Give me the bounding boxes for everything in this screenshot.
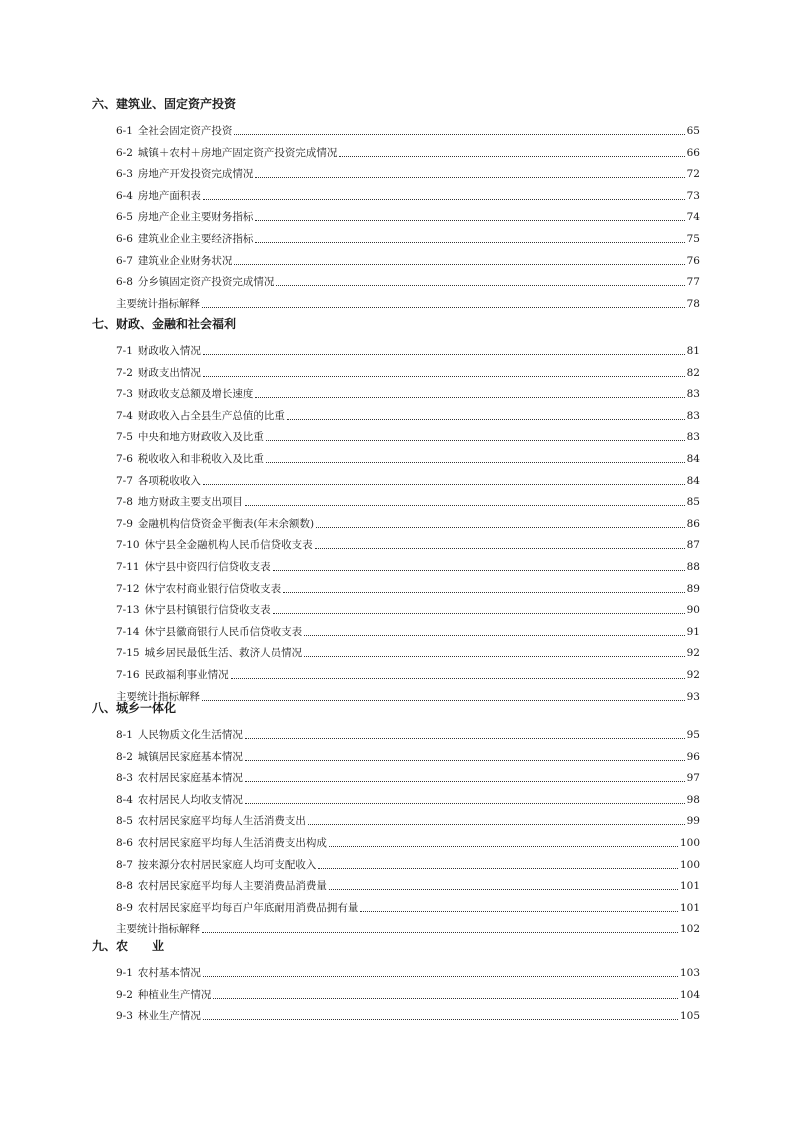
toc-entry[interactable] — [116, 386, 700, 402]
toc-entry-number: 7-5 — [116, 431, 133, 444]
dot-leader — [245, 504, 685, 506]
section-title: 八、城乡一体化 — [92, 701, 177, 715]
toc-entry-page-number: 65 — [686, 125, 700, 137]
toc-entry[interactable] — [116, 878, 700, 894]
toc-entry-page-number: 83 — [686, 431, 700, 444]
dot-leader — [304, 655, 685, 657]
toc-entry[interactable] — [116, 537, 700, 553]
dot-leader — [255, 219, 684, 221]
dot-leader — [283, 591, 685, 593]
toc-entry-number: 9-1 — [116, 967, 133, 979]
dot-leader — [202, 306, 685, 308]
toc-entry-number: 6-2 — [116, 146, 133, 159]
dot-leader — [273, 612, 685, 614]
dot-leader — [308, 823, 685, 825]
toc-entry-number: 7-13 — [116, 604, 140, 617]
toc-entry-page-number: 105 — [679, 1010, 700, 1023]
toc-entry-title: 主要统计指标解释 — [116, 923, 200, 936]
toc-entry[interactable] — [116, 231, 700, 247]
toc-entry-page-number: 87 — [686, 539, 700, 552]
toc-entry[interactable] — [116, 253, 700, 269]
toc-entry-page-number: 101 — [679, 901, 700, 914]
toc-entry-title: 农村居民家庭平均每人生活消费支出构成 — [137, 837, 327, 849]
toc-entry-number: 6-7 — [116, 254, 133, 267]
dot-leader — [266, 461, 685, 463]
toc-entry[interactable] — [116, 792, 700, 808]
toc-entry-page-number: 95 — [686, 729, 700, 741]
dot-leader — [203, 353, 685, 355]
toc-entry-number: 8-2 — [116, 750, 133, 763]
toc-entry-page-number: 84 — [686, 474, 700, 487]
toc-entry-number: 7-9 — [116, 517, 133, 530]
toc-entry-title: 民政福利事业情况 — [144, 669, 229, 681]
toc-entry[interactable] — [116, 451, 700, 467]
toc-entry-title: 主要统计指标解释 — [116, 690, 200, 703]
dot-leader — [360, 910, 678, 912]
dot-leader — [287, 418, 685, 420]
toc-entry-number: 8-8 — [116, 880, 133, 893]
toc-entry-page-number: 99 — [686, 815, 700, 828]
toc-entry-title: 种植业生产情况 — [137, 988, 212, 1001]
toc-entry[interactable] — [116, 209, 700, 225]
dot-leader — [245, 759, 685, 761]
toc-entry[interactable] — [116, 835, 700, 851]
toc-entry-title: 房地产企业主要财务指标 — [137, 211, 254, 224]
dot-leader — [203, 1018, 678, 1020]
toc-entry-number: 8-6 — [116, 837, 133, 849]
toc-entry-title: 休宁县全金融机构人民币信贷收支表 — [144, 539, 313, 552]
toc-entry-number: 7-11 — [116, 561, 140, 573]
dot-leader — [213, 997, 678, 999]
toc-entry[interactable] — [116, 274, 700, 290]
toc-entry-title: 金融机构信贷资金平衡表(年末余额数) — [137, 517, 315, 530]
toc-entry-title: 农村居民家庭平均每百户年底耐用消费品拥有量 — [137, 901, 359, 914]
toc-entry[interactable] — [116, 429, 700, 445]
toc-entry-number: 6-4 — [116, 189, 133, 202]
toc-entry-page-number: 100 — [679, 837, 700, 849]
section-title: 七、财政、金融和社会福利 — [92, 317, 237, 331]
toc-entry[interactable] — [116, 987, 700, 1003]
toc-entry[interactable] — [116, 645, 700, 661]
toc-entry-title: 房地产开发投资完成情况 — [137, 168, 254, 181]
dot-leader — [255, 396, 684, 398]
toc-entry[interactable] — [116, 188, 700, 204]
dot-leader — [316, 526, 685, 528]
toc-entry-page-number: 98 — [686, 793, 700, 806]
dot-leader — [329, 888, 678, 890]
toc-entry-title: 农村居民家庭平均每人主要消费品消费量 — [137, 880, 327, 893]
toc-entry-number: 6-1 — [116, 125, 133, 137]
toc-entry-title: 城乡居民最低生活、救济人员情况 — [144, 647, 303, 660]
toc-entry[interactable] — [116, 516, 700, 532]
dot-leader — [202, 931, 678, 933]
toc-entry-title: 农村居民家庭平均每人生活消费支出 — [137, 815, 306, 828]
toc-entry-number: 8-7 — [116, 858, 133, 871]
toc-entry-page-number: 74 — [686, 211, 700, 224]
section-title: 九、农 业 — [92, 939, 165, 953]
toc-entry-title: 分乡镇固定资产投资完成情况 — [137, 276, 275, 289]
toc-entry-number: 6-3 — [116, 168, 133, 181]
dot-leader — [329, 845, 678, 847]
toc-entry-page-number: 72 — [686, 168, 700, 181]
toc-entry[interactable] — [116, 296, 700, 312]
toc-entry-title: 休宁县村镇银行信贷收支表 — [144, 604, 271, 617]
toc-entry[interactable] — [116, 343, 700, 359]
toc-entry-number: 7-2 — [116, 366, 133, 379]
toc-entry-title: 中央和地方财政收入及比重 — [137, 431, 264, 444]
toc-entry[interactable] — [116, 602, 700, 618]
dot-leader — [245, 737, 685, 739]
toc-entry-page-number: 78 — [686, 297, 700, 310]
toc-entry-page-number: 83 — [686, 388, 700, 401]
toc-entry-title: 财政收入情况 — [137, 345, 201, 357]
toc-entry-number: 7-16 — [116, 669, 140, 681]
toc-entry-page-number: 92 — [686, 669, 700, 681]
toc-entry[interactable] — [116, 749, 700, 765]
toc-entry-number: 9-3 — [116, 1010, 133, 1023]
dot-leader — [234, 263, 684, 265]
dot-leader — [245, 780, 685, 782]
toc-entry-page-number: 89 — [686, 582, 700, 595]
dot-leader — [202, 699, 685, 701]
toc-entry-number: 7-1 — [116, 345, 133, 357]
toc-entry-page-number: 77 — [686, 276, 700, 289]
toc-entry-title: 财政收入占全县生产总值的比重 — [137, 409, 285, 422]
dot-leader — [203, 198, 685, 200]
toc-entry-title: 休宁县中资四行信贷收支表 — [144, 561, 271, 573]
toc-entry-page-number: 90 — [686, 604, 700, 617]
toc-entry[interactable] — [116, 365, 700, 381]
toc-entry-number: 7-3 — [116, 388, 133, 401]
toc-entry-title: 主要统计指标解释 — [116, 297, 200, 310]
toc-entry-page-number: 100 — [679, 858, 700, 871]
toc-entry-number: 8-3 — [116, 772, 133, 785]
toc-entry-number: 7-7 — [116, 474, 133, 487]
dot-leader — [266, 439, 685, 441]
toc-entry-title: 建筑业企业财务状况 — [137, 254, 233, 267]
toc-entry-title: 税收收入和非税收入及比重 — [137, 453, 264, 465]
dot-leader — [304, 634, 685, 636]
toc-entry-title: 房地产面积表 — [137, 189, 201, 202]
toc-entry-page-number: 104 — [679, 988, 700, 1001]
dot-leader — [255, 241, 684, 243]
toc-entry[interactable] — [116, 727, 700, 743]
dot-leader — [315, 547, 685, 549]
toc-entry[interactable] — [116, 857, 700, 873]
toc-entry-page-number: 84 — [686, 453, 700, 465]
dot-leader — [203, 375, 685, 377]
toc-entry-number: 7-6 — [116, 453, 133, 465]
toc-entry-page-number: 88 — [686, 561, 700, 573]
dot-leader — [234, 133, 684, 135]
toc-entry[interactable] — [116, 408, 700, 424]
dot-leader — [245, 802, 685, 804]
toc-entry-number: 8-9 — [116, 901, 133, 914]
dot-leader — [318, 867, 678, 869]
toc-entry-title: 各项税收收入 — [137, 474, 201, 487]
toc-entry-page-number: 75 — [686, 233, 700, 245]
toc-entry[interactable] — [116, 689, 700, 705]
toc-entry-title: 全社会固定资产投资 — [137, 125, 233, 137]
toc-entry-number: 7-4 — [116, 409, 133, 422]
dot-leader — [255, 176, 684, 178]
dot-leader — [203, 975, 678, 977]
toc-entry-number: 8-5 — [116, 815, 133, 828]
toc-entry-number: 6-5 — [116, 211, 133, 224]
toc-entry-page-number: 101 — [679, 880, 700, 893]
toc-entry-title: 城镇＋农村＋房地产固定资产投资完成情况 — [137, 146, 338, 159]
toc-entry[interactable] — [116, 667, 700, 683]
toc-entry[interactable] — [116, 813, 700, 829]
dot-leader — [273, 569, 685, 571]
toc-entry-page-number: 86 — [686, 517, 700, 530]
toc-entry[interactable] — [116, 123, 700, 139]
toc-entry-title: 城镇居民家庭基本情况 — [137, 750, 243, 763]
toc-entry[interactable] — [116, 145, 700, 161]
toc-entry[interactable] — [116, 166, 700, 182]
toc-entry-page-number: 85 — [686, 496, 700, 509]
toc-entry-page-number: 76 — [686, 254, 700, 267]
toc-entry[interactable] — [116, 581, 700, 597]
toc-entry-number: 8-1 — [116, 729, 133, 741]
toc-entry-page-number: 96 — [686, 750, 700, 763]
toc-entry-page-number: 83 — [686, 409, 700, 422]
toc-entry-title: 建筑业企业主要经济指标 — [137, 233, 254, 245]
toc-entry-page-number: 97 — [686, 772, 700, 785]
dot-leader — [203, 483, 685, 485]
toc-entry-title: 休宁农村商业银行信贷收支表 — [144, 582, 282, 595]
toc-entry-page-number: 73 — [686, 189, 700, 202]
dot-leader — [231, 677, 685, 679]
toc-entry-number: 8-4 — [116, 793, 133, 806]
dot-leader — [276, 284, 684, 286]
toc-entry-title: 按来源分农村居民家庭人均可支配收入 — [137, 858, 317, 871]
toc-entry-page-number: 92 — [686, 647, 700, 660]
toc-entry-number: 7-8 — [116, 496, 133, 509]
section-title: 六、建筑业、固定资产投资 — [92, 97, 237, 111]
toc-entry-number: 6-8 — [116, 276, 133, 289]
toc-entry-number: 9-2 — [116, 988, 133, 1001]
toc-entry-page-number: 66 — [686, 146, 700, 159]
toc-entry[interactable] — [116, 494, 700, 510]
toc-entry-page-number: 103 — [679, 967, 700, 979]
toc-entry-page-number: 82 — [686, 366, 700, 379]
toc-entry-number: 7-14 — [116, 625, 140, 638]
toc-entry-page-number: 91 — [686, 625, 700, 638]
toc-entry-number: 7-12 — [116, 582, 140, 595]
toc-entry[interactable] — [116, 770, 700, 786]
toc-entry-number: 7-10 — [116, 539, 140, 552]
dot-leader — [339, 155, 684, 157]
toc-entry-title: 财政支出情况 — [137, 366, 201, 379]
toc-entry-page-number: 81 — [686, 345, 700, 357]
toc-entry[interactable] — [116, 900, 700, 916]
toc-entry-title: 地方财政主要支出项目 — [137, 496, 243, 509]
toc-entry-page-number: 93 — [686, 690, 700, 703]
toc-entry-title: 林业生产情况 — [137, 1010, 201, 1023]
toc-entry-title: 休宁县徽商银行人民币信贷收支表 — [144, 625, 303, 638]
toc-entry-title: 农村居民人均收支情况 — [137, 793, 243, 806]
toc-entry-title: 人民物质文化生活情况 — [137, 729, 243, 741]
toc-entry[interactable] — [116, 559, 700, 575]
toc-entry[interactable] — [116, 1008, 700, 1024]
toc-entry-title: 农村基本情况 — [137, 967, 201, 979]
toc-entry-title: 财政收支总额及增长速度 — [137, 388, 254, 401]
toc-entry-number: 6-6 — [116, 233, 133, 245]
toc-entry-title: 农村居民家庭基本情况 — [137, 772, 243, 785]
toc-entry-page-number: 102 — [679, 923, 700, 936]
toc-entry[interactable] — [116, 921, 700, 937]
toc-entry[interactable] — [116, 965, 700, 981]
toc-entry-number: 7-15 — [116, 647, 140, 660]
toc-entry[interactable] — [116, 473, 700, 489]
toc-entry[interactable] — [116, 624, 700, 640]
